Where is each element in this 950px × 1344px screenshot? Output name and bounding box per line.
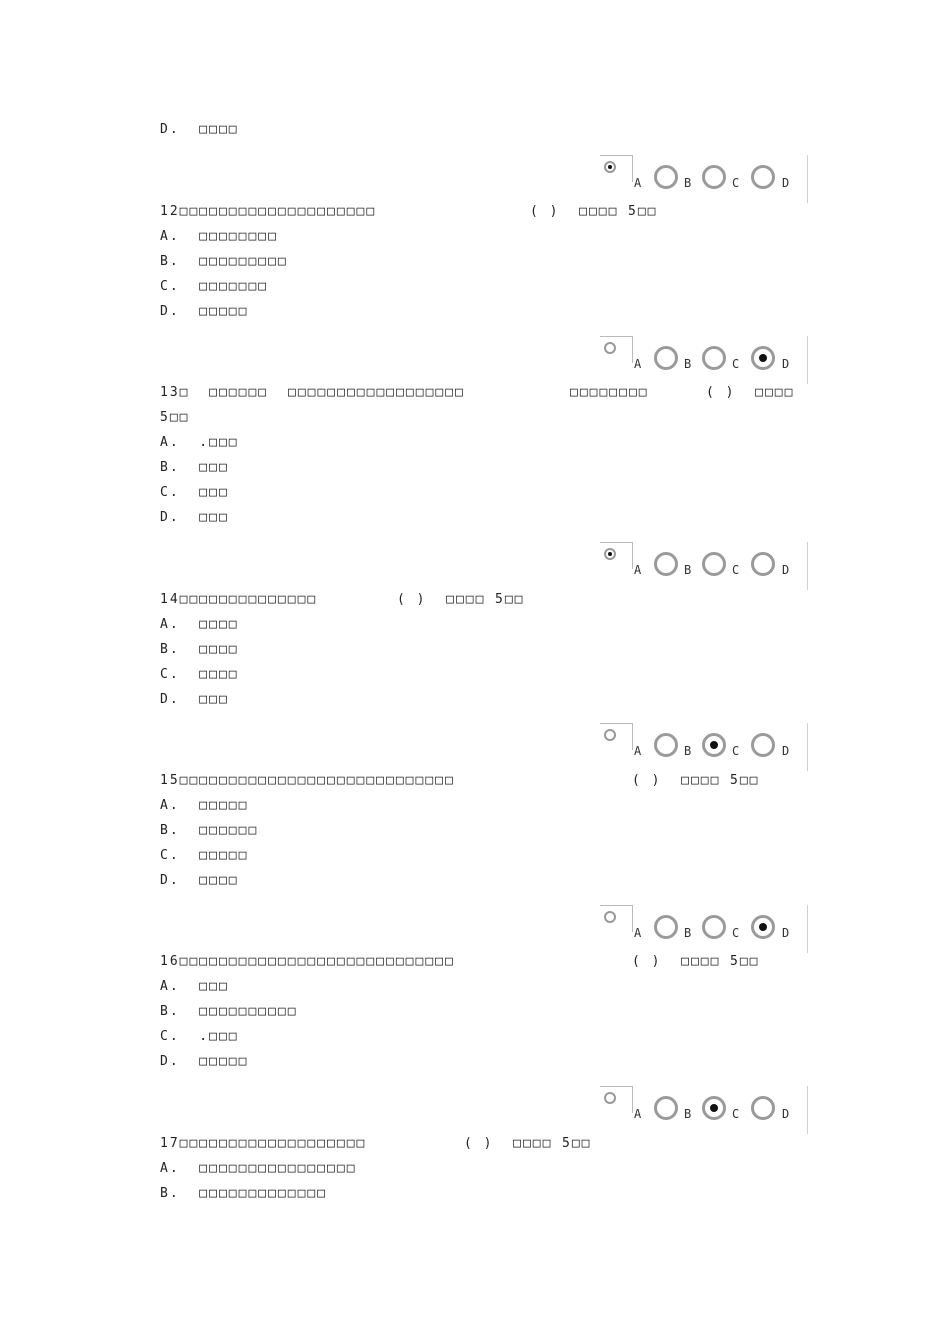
radio-button[interactable] [702, 346, 726, 370]
radio-button[interactable] [600, 1086, 633, 1114]
option-label: D [782, 357, 790, 371]
group-divider [807, 542, 808, 590]
group-divider [807, 155, 808, 203]
text-line: 5□□ [730, 954, 760, 969]
text-line: A. □□□ [160, 979, 229, 994]
option-label: D [782, 926, 790, 940]
text-line: 14□□□□□□□□□□□□□□ [160, 592, 318, 607]
text-line: 5□□ [628, 204, 658, 219]
option-label: D [782, 1107, 790, 1121]
radio-button[interactable] [702, 733, 726, 757]
radio-button[interactable] [654, 346, 678, 370]
answer-radio-group-q13 [600, 542, 808, 590]
text-line: C. □□□□□□□ [160, 279, 269, 294]
radio-button[interactable] [751, 915, 775, 939]
radio-button[interactable] [654, 733, 678, 757]
group-divider [807, 723, 808, 771]
option-label: A [634, 1107, 642, 1121]
option-label: C [732, 357, 740, 371]
text-line: 15□□□□□□□□□□□□□□□□□□□□□□□□□□□□ [160, 773, 455, 788]
text-line: ( ) □□□□ [530, 204, 619, 219]
group-divider [807, 336, 808, 384]
text-line: D. □□□ [160, 692, 229, 707]
text-line: D. □□□□□ [160, 1054, 249, 1069]
answer-radio-group-q11 [600, 155, 808, 203]
text-line: B. □□□□ [160, 642, 239, 657]
option-label: D [782, 744, 790, 758]
group-divider [807, 905, 808, 953]
text-line: B. □□□□□□ [160, 823, 259, 838]
text-line: B. □□□□□□□□□□ [160, 1004, 298, 1019]
radio-button[interactable] [751, 346, 775, 370]
text-line: ( ) □□□□ [706, 385, 795, 400]
answer-radio-group-q12 [600, 336, 808, 384]
text-line: D. □□□□□ [160, 304, 249, 319]
text-line: ( ) □□□□ [632, 773, 721, 788]
option-label: A [634, 926, 642, 940]
text-line: A. □□□□□□□□ [160, 229, 278, 244]
text-line: D. □□□□ [160, 873, 239, 888]
text-line: 12□□□□□□□□□□□□□□□□□□□□ [160, 204, 377, 219]
radio-button[interactable] [702, 552, 726, 576]
option-label: C [732, 176, 740, 190]
text-line: C. □□□□ [160, 667, 239, 682]
radio-button[interactable] [600, 155, 633, 183]
text-line: A. .□□□ [160, 435, 239, 450]
radio-button[interactable] [702, 165, 726, 189]
text-line: 5□□ [730, 773, 760, 788]
answer-radio-group-q16 [600, 1086, 808, 1134]
radio-button[interactable] [702, 915, 726, 939]
option-label: C [732, 926, 740, 940]
radio-button[interactable] [751, 165, 775, 189]
text-line: ( ) □□□□ [397, 592, 486, 607]
text-line: 17□□□□□□□□□□□□□□□□□□□ [160, 1136, 367, 1151]
text-line: A. □□□□□□□□□□□□□□□□ [160, 1161, 357, 1176]
radio-button[interactable] [654, 165, 678, 189]
text-line: D. □□□ [160, 510, 229, 525]
option-label: B [684, 926, 692, 940]
text-line: C. □□□□□ [160, 848, 249, 863]
text-line: A. □□□□ [160, 617, 239, 632]
text-line: □□□□□□□□□□□□□□□□□□ [288, 385, 465, 400]
text-line: □□□□□□□□ [570, 385, 649, 400]
radio-button[interactable] [654, 915, 678, 939]
radio-button[interactable] [654, 1096, 678, 1120]
text-line: 13□ □□□□□□ [160, 385, 269, 400]
text-line: 16□□□□□□□□□□□□□□□□□□□□□□□□□□□□ [160, 954, 455, 969]
radio-button[interactable] [600, 723, 633, 751]
answer-radio-group-q15 [600, 905, 808, 953]
option-label: D [782, 563, 790, 577]
text-line: C. .□□□ [160, 1029, 239, 1044]
radio-button[interactable] [600, 905, 633, 933]
text-line: B. □□□ [160, 460, 229, 475]
option-label: A [634, 176, 642, 190]
text-line: A. □□□□□ [160, 798, 249, 813]
text-line: 5□□ [160, 410, 190, 425]
text-line: B. □□□□□□□□□ [160, 254, 288, 269]
option-label: A [634, 563, 642, 577]
radio-button[interactable] [751, 552, 775, 576]
option-label: B [684, 176, 692, 190]
answer-radio-group-q14 [600, 723, 808, 771]
radio-button[interactable] [600, 542, 633, 570]
group-divider [807, 1086, 808, 1134]
radio-button[interactable] [600, 336, 633, 364]
radio-button[interactable] [702, 1096, 726, 1120]
radio-button[interactable] [654, 552, 678, 576]
option-label: C [732, 563, 740, 577]
text-line: C. □□□ [160, 485, 229, 500]
text-line: ( ) □□□□ [632, 954, 721, 969]
option-label: A [634, 744, 642, 758]
option-label: D [782, 176, 790, 190]
text-line: B. □□□□□□□□□□□□□ [160, 1186, 328, 1201]
text-line: ( ) □□□□ [464, 1136, 553, 1151]
text-line: D. □□□□ [160, 122, 239, 137]
option-label: B [684, 744, 692, 758]
text-line: 5□□ [495, 592, 525, 607]
radio-button[interactable] [751, 1096, 775, 1120]
option-label: B [684, 563, 692, 577]
option-label: B [684, 1107, 692, 1121]
option-label: C [732, 1107, 740, 1121]
option-label: C [732, 744, 740, 758]
option-label: A [634, 357, 642, 371]
text-line: 5□□ [562, 1136, 592, 1151]
radio-button[interactable] [751, 733, 775, 757]
option-label: B [684, 357, 692, 371]
